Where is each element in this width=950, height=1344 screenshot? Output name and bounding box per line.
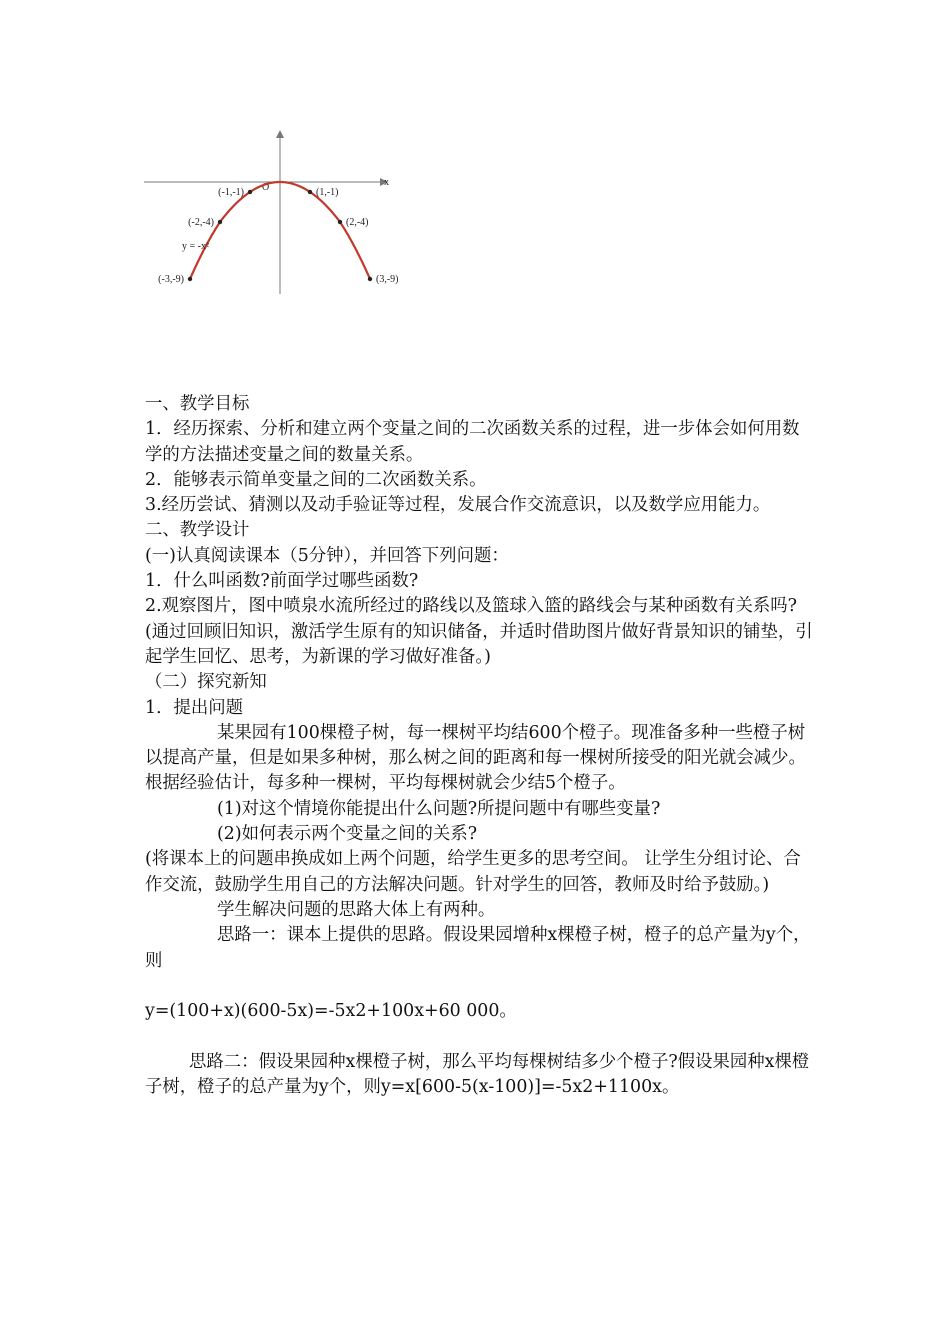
approach-2: 思路二：假设果园种x棵橙子树，那么平均每棵树结多少个橙子?假设果园种x棵橙子树，橙子的总产量为y个，则y=x[600-5(x-100)]=-5x2+1100x。 (145, 1052, 810, 1098)
y-axis-arrow (276, 130, 284, 138)
axes (144, 130, 388, 294)
point-label: (1,-1) (316, 187, 339, 198)
section-explore: （二）探究新知 (145, 672, 267, 693)
sub-question-2: (2)如何表示两个变量之间的关系? (217, 824, 478, 845)
question-2: 2.观察图片，图中喷泉水流所经过的路线以及篮球入篮的路线会与某种函数有关系吗? (145, 596, 797, 617)
point-marker (188, 277, 192, 281)
problem-statement: 某果园有100棵橙子树，每一棵树平均结600个橙子。现准备多种一些橙子树以提高产量，但是如果多种树，那么树之间的距离和每一棵树所接受的阳光就会减少。根据经验估计，每多种一棵树，平均每棵树就会少结5个橙子。 (145, 722, 806, 794)
point-label: (-1,-1) (218, 187, 244, 198)
question-1: 1．什么叫函数?前面学过哪些函数? (145, 571, 419, 592)
point-label: (2,-4) (346, 217, 369, 228)
point-label: (-2,-4) (188, 217, 214, 228)
document-body (145, 392, 815, 1101)
spacer (145, 1024, 815, 1050)
sub-question-1: (1)对这个情境你能提出什么问题?所提问题中有哪些变量? (217, 798, 661, 819)
objective-2: 2．能够表示简单变量之间的二次函数关系。 (145, 469, 487, 490)
subheading-problem: 1．提出问题 (145, 697, 244, 718)
equation-1: y=(100+x)(600-5x)=-5x2+100x+60 000。 (145, 1000, 517, 1021)
note-review: (通过回顾旧知识，激活学生原有的知识储备，并适时借助图片做好背景知识的铺垫，引起学生回忆、思考，为新课的学习做好准备。) (145, 621, 813, 667)
spacer (145, 974, 815, 999)
point-marker (248, 190, 252, 194)
objective-1: 1．经历探索、分析和建立两个变量之间的二次函数关系的过程，进一步体会如何用数学的方法描述变量之间的数量关系。 (145, 419, 800, 465)
point-label: (-3,-9) (158, 274, 184, 285)
approaches-intro: 学生解决问题的思路大体上有两种。 (217, 899, 496, 920)
x-axis-label: x (384, 177, 389, 188)
objective-3: 3.经历尝试、猜测以及动手验证等过程，发展合作交流意识，以及数学应用能力。 (145, 495, 771, 516)
approach-1: 思路一：课本上提供的思路。假设果园增种x棵橙子树，橙子的总产量为y个，则 (145, 925, 811, 971)
point-marker (308, 190, 312, 194)
parabola-figure (138, 128, 398, 298)
function-label: y = -x² (182, 241, 209, 252)
origin-label: O (262, 182, 270, 193)
point-label: (3,-9) (376, 274, 398, 285)
heading-objectives: 一、教学目标 (145, 394, 250, 414)
point-marker (368, 277, 372, 281)
section-read-textbook: (一)认真阅读课本（5分钟），并回答下列问题： (145, 545, 509, 566)
heading-design: 二、教学设计 (145, 520, 250, 541)
point-marker (218, 220, 222, 224)
note-discussion: (将课本上的问题串换成如上两个问题，给学生更多的思考空间。 让学生分组讨论、合作交流，鼓励学生用自己的方法解决问题。针对学生的回答，教师及时给予鼓励。) (145, 849, 801, 895)
point-marker (338, 220, 342, 224)
